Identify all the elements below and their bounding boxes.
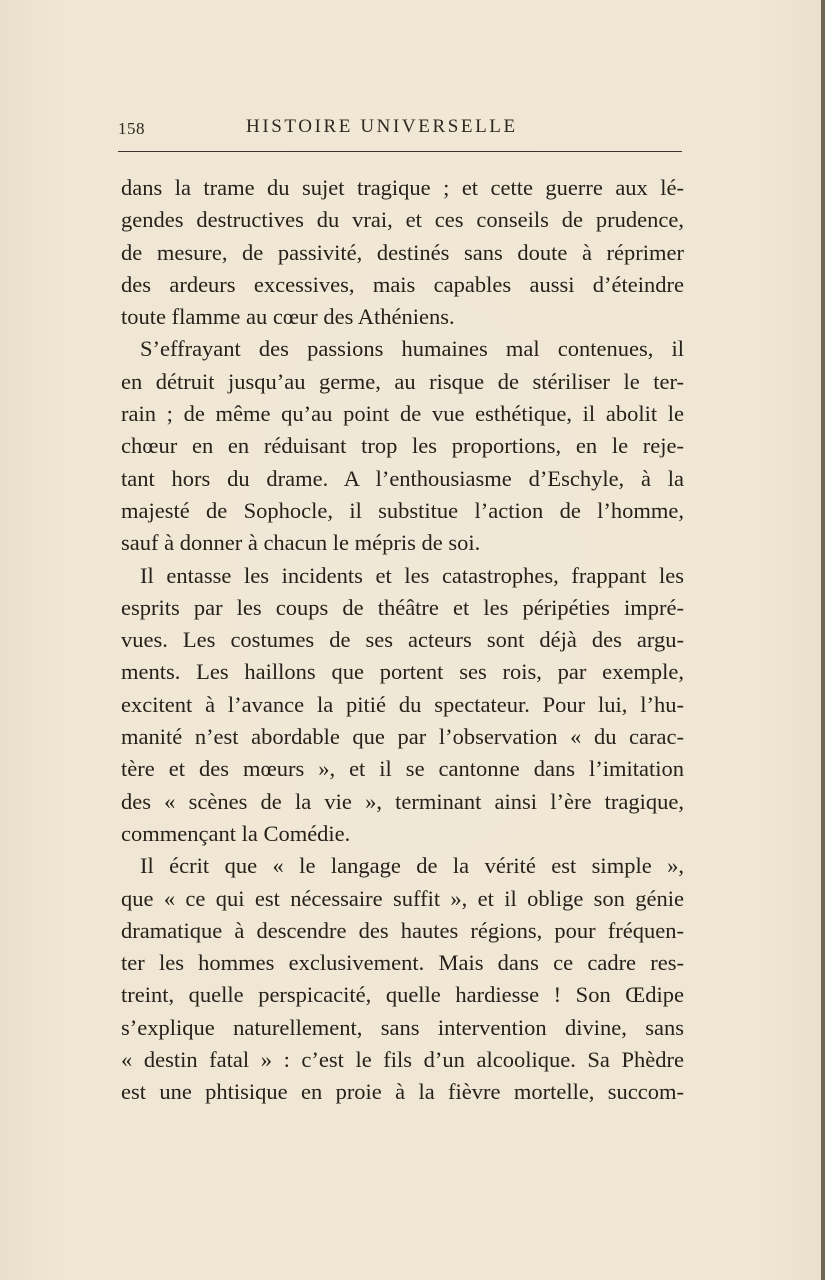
text-line: en détruit jusqu’au germe, au risque de stériliser le ter- [121, 368, 684, 394]
text-line: ter les hommes exclusivement. Mais dans ce cadre res- [121, 950, 684, 976]
text-line: s’explique naturellement, sans intervention divine, sans [121, 1014, 684, 1040]
header-rule [118, 151, 682, 152]
text-line: commençant la Comédie. [121, 820, 351, 846]
body-text [121, 172, 684, 1109]
running-title: HISTOIRE UNIVERSELLE [246, 116, 518, 137]
text-line: des ardeurs excessives, mais capables aussi d’éteindre [121, 271, 684, 297]
text-line: ments. Les haillons que portent ses rois, par exemple, [121, 659, 684, 685]
text-line: gendes destructives du vrai, et ces conseils de prudence, [121, 207, 684, 233]
text-line: esprits par les coups de théâtre et les péripéties impré- [121, 594, 684, 620]
page-edge [821, 0, 825, 1280]
text-line: que « ce qui est nécessaire suffit », et il oblige son génie [121, 885, 684, 911]
text-line: manité n’est abordable que par l’observation « du carac- [121, 724, 684, 750]
text-line: tère et des mœurs », et il se cantonne dans l’imitation [121, 756, 684, 782]
running-head [118, 116, 682, 142]
text-line: tant hors du drame. A l’enthousiasme d’Eschyle, à la [121, 465, 684, 491]
text-line: Il écrit que « le langage de la vérité est simple », [140, 853, 684, 879]
text-line: majesté de Sophocle, il substitue l’action de l’homme, [121, 497, 684, 523]
text-line: est une phtisique en proie à la fièvre mortelle, succom- [121, 1079, 684, 1105]
text-line: toute flamme au cœur des Athéniens. [121, 304, 455, 330]
text-line: excitent à l’avance la pitié du spectateur. Pour lui, l’hu- [121, 691, 684, 717]
text-line: rain ; de même qu’au point de vue esthétique, il abolit le [121, 401, 684, 427]
page-number: 158 [118, 119, 145, 138]
text-line: chœur en en réduisant trop les proportions, en le reje- [121, 433, 684, 459]
text-line: « destin fatal » : c’est le fils d’un alcoolique. Sa Phèdre [121, 1047, 684, 1073]
text-line: dramatique à descendre des hautes régions, pour fréquen- [121, 917, 684, 943]
text-line: treint, quelle perspicacité, quelle hardiesse ! Son Œdipe [121, 982, 684, 1008]
text-line: dans la trame du sujet tragique ; et cette guerre aux lé- [121, 175, 684, 200]
text-line: vues. Les costumes de ses acteurs sont déjà des argu- [121, 627, 684, 653]
text-line: sauf à donner à chacun le mépris de soi. [121, 530, 481, 556]
text-line: de mesure, de passivité, destinés sans doute à réprimer [121, 239, 684, 265]
text-line: des « scènes de la vie », terminant ainsi l’ère tragique, [121, 788, 684, 814]
text-line: S’effrayant des passions humaines mal contenues, il [140, 336, 684, 362]
text-line: Il entasse les incidents et les catastrophes, frappant les [140, 562, 684, 588]
